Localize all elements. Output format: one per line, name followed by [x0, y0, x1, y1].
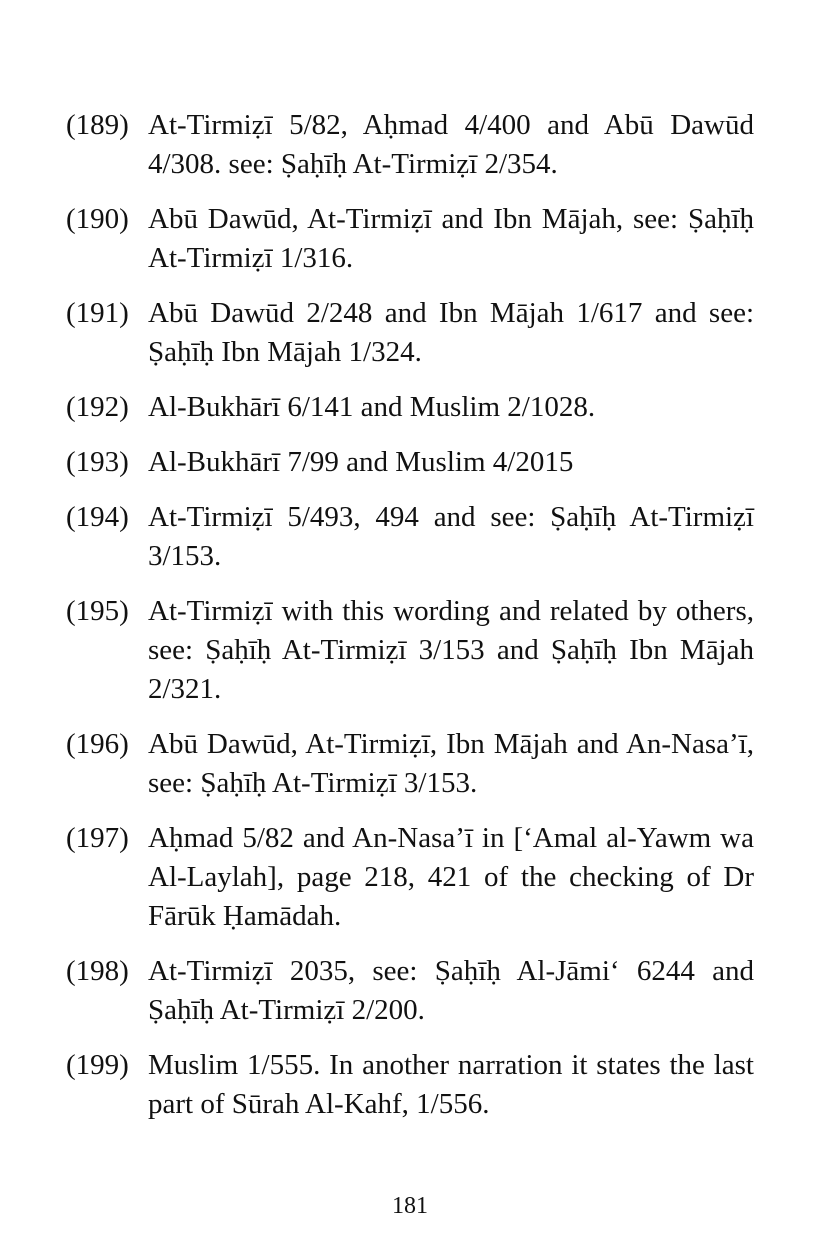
- footnote-text: Abū Dawūd, At-Tirmiẓī, Ibn Mājah and An-Nasa’ī, see: Ṣaḥīḥ At-Tirmiẓī 3/153.: [148, 728, 754, 799]
- footnote-item: [66, 294, 754, 372]
- footnote-text: At-Tirmiẓī 5/493, 494 and see: Ṣaḥīḥ At-Tirmiẓī 3/153.: [148, 501, 754, 572]
- footnote-text: Aḥmad 5/82 and An-Nasa’ī in [‘Amal al-Yawm wa Al-Laylah], page 218, 421 of the checking of Dr Fārūk Ḥamādah.: [148, 822, 754, 932]
- footnote-number: (192): [66, 391, 129, 423]
- footnote-item: [66, 725, 754, 803]
- footnote-item: [66, 498, 754, 576]
- footnote-number: (189): [66, 109, 129, 141]
- footnote-number: (196): [66, 728, 129, 760]
- footnote-item: [66, 443, 754, 482]
- footnote-text: Abū Dawūd 2/248 and Ibn Mājah 1/617 and see: Ṣaḥīḥ Ibn Mājah 1/324.: [148, 297, 754, 368]
- footnote-number: (193): [66, 446, 129, 478]
- footnote-number: (197): [66, 822, 129, 854]
- footnote-number: (194): [66, 501, 129, 533]
- footnote-text: At-Tirmiẓī 5/82, Aḥmad 4/400 and Abū Dawūd 4/308. see: Ṣaḥīḥ At-Tirmiẓī 2/354.: [148, 109, 754, 180]
- footnote-item: [66, 952, 754, 1030]
- footnote-text: At-Tirmiẓī 2035, see: Ṣaḥīḥ Al-Jāmi‘ 6244 and Ṣaḥīḥ At-Tirmiẓī 2/200.: [148, 955, 754, 1026]
- footnote-item: [66, 1046, 754, 1124]
- footnote-item: [66, 592, 754, 709]
- footnote-item: [66, 106, 754, 184]
- footnote-text: Al-Bukhārī 7/99 and Muslim 4/2015: [148, 446, 574, 478]
- footnote-number: (191): [66, 297, 129, 329]
- footnote-item: [66, 200, 754, 278]
- footnote-text: Abū Dawūd, At-Tirmiẓī and Ibn Mājah, see: Ṣaḥīḥ At-Tirmiẓī 1/316.: [148, 203, 754, 274]
- footnote-text: Al-Bukhārī 6/141 and Muslim 2/1028.: [148, 391, 596, 423]
- footnote-number: (190): [66, 203, 129, 235]
- footnote-item: [66, 819, 754, 936]
- footnote-number: (199): [66, 1049, 129, 1081]
- footnote-item: [66, 388, 754, 427]
- footnote-text: At-Tirmiẓī with this wording and related by others, see: Ṣaḥīḥ At-Tirmiẓī 3/153 and Ṣaḥīḥ Ibn Mājah 2/321.: [148, 595, 754, 705]
- footnote-text: Muslim 1/555. In another narration it states the last part of Sūrah Al-Kahf, 1/556.: [148, 1049, 754, 1120]
- footnote-number: (195): [66, 595, 129, 627]
- page-number: 181: [392, 1193, 428, 1219]
- footnote-list: [66, 106, 754, 1140]
- footnote-number: (198): [66, 955, 129, 987]
